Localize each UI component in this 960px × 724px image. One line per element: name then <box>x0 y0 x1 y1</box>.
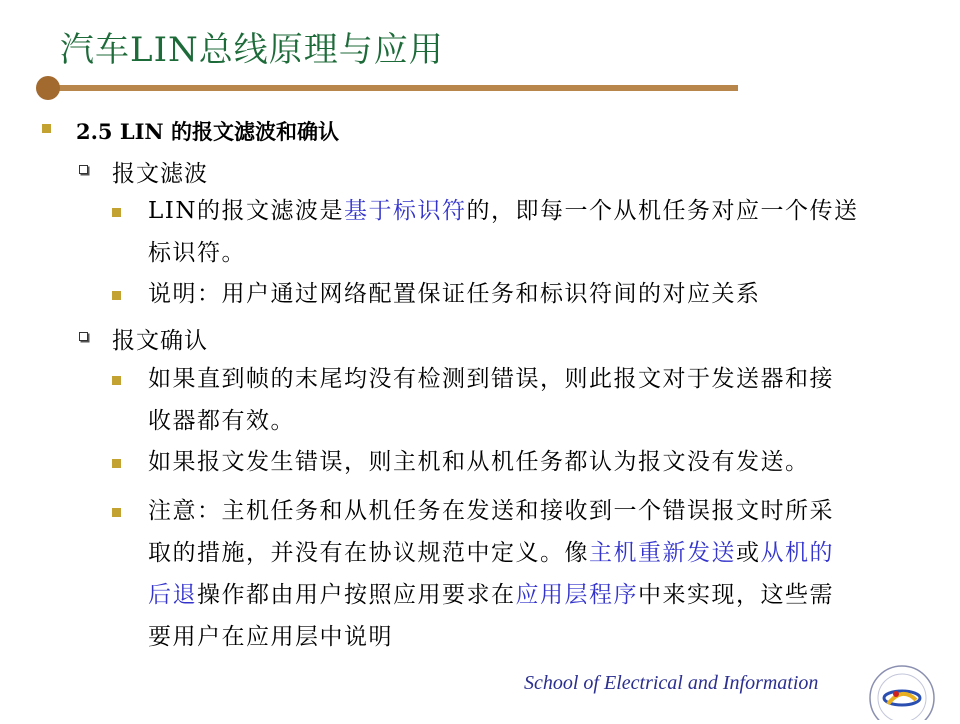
text-segment: 如果直到帧的末尾均没有检测到错误，则此报文对于发送器和接 <box>148 366 834 392</box>
list-item-filter-1 <box>148 190 933 274</box>
highlight-text: 后退 <box>148 582 197 608</box>
text-segment: 或 <box>736 540 761 566</box>
item-bullet <box>112 508 121 517</box>
subheading-bullet <box>79 165 88 174</box>
item-bullet <box>112 376 121 385</box>
highlight-text: 基于标识符 <box>343 198 467 224</box>
subheading-ack: 报文确认 <box>112 328 208 354</box>
footer-school-name: School of Electrical and Information <box>524 672 819 694</box>
section-heading: 2.5 LIN 的报文滤波和确认 <box>76 119 339 144</box>
text-segment: 收器都有效。 <box>148 408 295 434</box>
list-item-ack-3 <box>148 490 933 658</box>
text-segment: 取的措施，并没有在协议规范中定义。像 <box>148 540 589 566</box>
university-logo-icon <box>866 660 938 720</box>
item-bullet <box>112 459 121 468</box>
list-item-filter-2: 说明：用户通过网络配置保证任务和标识符间的对应关系 <box>148 281 761 307</box>
text-segment: 操作都由用户按照应用要求在 <box>197 582 516 608</box>
text-segment: 标识符。 <box>148 240 246 266</box>
text-segment: 要用户在应用层中说明 <box>148 624 393 650</box>
item-bullet <box>112 208 121 217</box>
text-segment: 注意：主机任务和从机任务在发送和接收到一个错误报文时所采 <box>148 498 834 524</box>
section-bullet <box>42 124 51 133</box>
item-bullet <box>112 291 121 300</box>
title-rule-dot <box>36 76 60 100</box>
list-item-ack-1 <box>148 358 933 442</box>
text-segment: LIN的报文滤波是 <box>148 198 344 224</box>
list-item-ack-2: 如果报文发生错误，则主机和从机任务都认为报文没有发送。 <box>148 449 810 475</box>
text-segment: 的，即每一个从机任务对应一个传送 <box>466 198 859 224</box>
subheading-filter: 报文滤波 <box>112 161 208 187</box>
highlight-text: 从机的 <box>760 540 834 566</box>
subheading-bullet <box>79 332 88 341</box>
title-rule <box>50 85 738 91</box>
highlight-text: 应用层程序 <box>515 582 638 608</box>
page-title: 汽车LIN总线原理与应用 <box>60 30 444 70</box>
text-segment: 中来实现，这些需 <box>638 582 834 608</box>
highlight-text: 主机重新发送 <box>589 540 736 566</box>
